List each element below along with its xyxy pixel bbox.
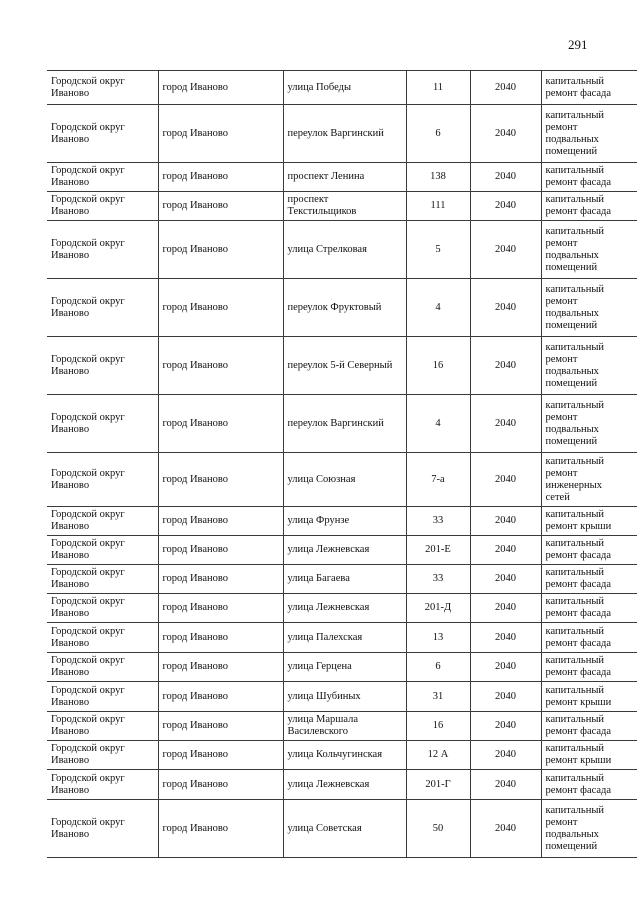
house-number-cell: 201-Е bbox=[406, 536, 470, 565]
municipality-cell: Городской округ Иваново bbox=[47, 507, 158, 536]
work-type-cell: капитальный ремонт подвальных помещений bbox=[541, 395, 637, 453]
city-cell: город Иваново bbox=[158, 221, 283, 279]
page-number: 291 bbox=[568, 37, 588, 52]
street-cell: улица Лежневская bbox=[283, 536, 406, 565]
year-cell: 2040 bbox=[470, 565, 541, 594]
city-cell: город Иваново bbox=[158, 770, 283, 800]
house-number-cell: 6 bbox=[406, 653, 470, 682]
street-cell: улица Советская bbox=[283, 800, 406, 858]
year-cell: 2040 bbox=[470, 623, 541, 653]
year-cell: 2040 bbox=[470, 192, 541, 221]
municipality-cell: Городской округ Иваново bbox=[47, 682, 158, 712]
work-type-cell: капитальный ремонт подвальных помещений bbox=[541, 800, 637, 858]
street-cell: улица Шубиных bbox=[283, 682, 406, 712]
work-type-cell: капитальный ремонт фасада bbox=[541, 770, 637, 800]
city-cell: город Иваново bbox=[158, 594, 283, 623]
year-cell: 2040 bbox=[470, 653, 541, 682]
street-cell: проспект Текстильщиков bbox=[283, 192, 406, 221]
house-number-cell: 201-Г bbox=[406, 770, 470, 800]
year-cell: 2040 bbox=[470, 279, 541, 337]
year-cell: 2040 bbox=[470, 770, 541, 800]
city-cell: город Иваново bbox=[158, 712, 283, 741]
house-number-cell: 111 bbox=[406, 192, 470, 221]
work-type-cell: капитальный ремонт крыши bbox=[541, 741, 637, 770]
table-row bbox=[47, 741, 637, 770]
table-row bbox=[47, 800, 637, 858]
table-row bbox=[47, 105, 637, 163]
street-cell: улица Лежневская bbox=[283, 594, 406, 623]
street-cell: улица Маршала Василевского bbox=[283, 712, 406, 741]
city-cell: город Иваново bbox=[158, 536, 283, 565]
street-cell: проспект Ленина bbox=[283, 163, 406, 192]
municipality-cell: Городской округ Иваново bbox=[47, 163, 158, 192]
municipality-cell: Городской округ Иваново bbox=[47, 653, 158, 682]
municipality-cell: Городской округ Иваново bbox=[47, 221, 158, 279]
work-type-cell: капитальный ремонт подвальных помещений bbox=[541, 337, 637, 395]
work-type-cell: капитальный ремонт фасада bbox=[541, 565, 637, 594]
municipality-cell: Городской округ Иваново bbox=[47, 395, 158, 453]
work-type-cell: капитальный ремонт фасада bbox=[541, 163, 637, 192]
house-number-cell: 5 bbox=[406, 221, 470, 279]
table-row bbox=[47, 453, 637, 507]
year-cell: 2040 bbox=[470, 105, 541, 163]
municipality-cell: Городской округ Иваново bbox=[47, 594, 158, 623]
city-cell: город Иваново bbox=[158, 71, 283, 105]
municipality-cell: Городской округ Иваново bbox=[47, 565, 158, 594]
city-cell: город Иваново bbox=[158, 507, 283, 536]
year-cell: 2040 bbox=[470, 395, 541, 453]
city-cell: город Иваново bbox=[158, 395, 283, 453]
table-row bbox=[47, 536, 637, 565]
house-number-cell: 16 bbox=[406, 712, 470, 741]
city-cell: город Иваново bbox=[158, 163, 283, 192]
table-row bbox=[47, 279, 637, 337]
table-row bbox=[47, 565, 637, 594]
housing-repair-table bbox=[47, 70, 637, 858]
year-cell: 2040 bbox=[470, 594, 541, 623]
city-cell: город Иваново bbox=[158, 741, 283, 770]
table-row bbox=[47, 507, 637, 536]
house-number-cell: 6 bbox=[406, 105, 470, 163]
municipality-cell: Городской округ Иваново bbox=[47, 770, 158, 800]
house-number-cell: 12 А bbox=[406, 741, 470, 770]
municipality-cell: Городской округ Иваново bbox=[47, 800, 158, 858]
year-cell: 2040 bbox=[470, 712, 541, 741]
year-cell: 2040 bbox=[470, 453, 541, 507]
house-number-cell: 50 bbox=[406, 800, 470, 858]
work-type-cell: капитальный ремонт подвальных помещений bbox=[541, 105, 637, 163]
work-type-cell: капитальный ремонт крыши bbox=[541, 682, 637, 712]
house-number-cell: 13 bbox=[406, 623, 470, 653]
municipality-cell: Городской округ Иваново bbox=[47, 105, 158, 163]
table-row bbox=[47, 594, 637, 623]
year-cell: 2040 bbox=[470, 337, 541, 395]
work-type-cell: капитальный ремонт фасада bbox=[541, 192, 637, 221]
table-row bbox=[47, 395, 637, 453]
work-type-cell: капитальный ремонт фасада bbox=[541, 653, 637, 682]
table-row bbox=[47, 71, 637, 105]
table-row bbox=[47, 712, 637, 741]
city-cell: город Иваново bbox=[158, 453, 283, 507]
year-cell: 2040 bbox=[470, 682, 541, 712]
street-cell: улица Багаева bbox=[283, 565, 406, 594]
street-cell: улица Стрелковая bbox=[283, 221, 406, 279]
work-type-cell: капитальный ремонт крыши bbox=[541, 507, 637, 536]
municipality-cell: Городской округ Иваново bbox=[47, 192, 158, 221]
street-cell: переулок Варгинский bbox=[283, 395, 406, 453]
house-number-cell: 4 bbox=[406, 395, 470, 453]
city-cell: город Иваново bbox=[158, 565, 283, 594]
work-type-cell: капитальный ремонт фасада bbox=[541, 623, 637, 653]
street-cell: переулок Варгинский bbox=[283, 105, 406, 163]
city-cell: город Иваново bbox=[158, 337, 283, 395]
city-cell: город Иваново bbox=[158, 279, 283, 337]
municipality-cell: Городской округ Иваново bbox=[47, 453, 158, 507]
table-row bbox=[47, 682, 637, 712]
table-row bbox=[47, 221, 637, 279]
street-cell: улица Герцена bbox=[283, 653, 406, 682]
street-cell: переулок 5-й Северный bbox=[283, 337, 406, 395]
municipality-cell: Городской округ Иваново bbox=[47, 741, 158, 770]
municipality-cell: Городской округ Иваново bbox=[47, 712, 158, 741]
work-type-cell: капитальный ремонт фасада bbox=[541, 712, 637, 741]
street-cell: переулок Фруктовый bbox=[283, 279, 406, 337]
work-type-cell: капитальный ремонт инженерных сетей bbox=[541, 453, 637, 507]
work-type-cell: капитальный ремонт фасада bbox=[541, 536, 637, 565]
house-number-cell: 33 bbox=[406, 507, 470, 536]
house-number-cell: 11 bbox=[406, 71, 470, 105]
year-cell: 2040 bbox=[470, 221, 541, 279]
year-cell: 2040 bbox=[470, 507, 541, 536]
table-row bbox=[47, 337, 637, 395]
house-number-cell: 4 bbox=[406, 279, 470, 337]
year-cell: 2040 bbox=[470, 536, 541, 565]
municipality-cell: Городской округ Иваново bbox=[47, 71, 158, 105]
year-cell: 2040 bbox=[470, 71, 541, 105]
city-cell: город Иваново bbox=[158, 653, 283, 682]
house-number-cell: 16 bbox=[406, 337, 470, 395]
house-number-cell: 7-а bbox=[406, 453, 470, 507]
municipality-cell: Городской округ Иваново bbox=[47, 623, 158, 653]
year-cell: 2040 bbox=[470, 800, 541, 858]
city-cell: город Иваново bbox=[158, 800, 283, 858]
municipality-cell: Городской округ Иваново bbox=[47, 279, 158, 337]
municipality-cell: Городской округ Иваново bbox=[47, 337, 158, 395]
table-row bbox=[47, 653, 637, 682]
city-cell: город Иваново bbox=[158, 105, 283, 163]
work-type-cell: капитальный ремонт фасада bbox=[541, 594, 637, 623]
year-cell: 2040 bbox=[470, 163, 541, 192]
house-number-cell: 138 bbox=[406, 163, 470, 192]
street-cell: улица Фрунзе bbox=[283, 507, 406, 536]
house-number-cell: 201-Д bbox=[406, 594, 470, 623]
table-row bbox=[47, 623, 637, 653]
street-cell: улица Палехская bbox=[283, 623, 406, 653]
street-cell: улица Лежневская bbox=[283, 770, 406, 800]
street-cell: улица Союзная bbox=[283, 453, 406, 507]
house-number-cell: 33 bbox=[406, 565, 470, 594]
work-type-cell: капитальный ремонт фасада bbox=[541, 71, 637, 105]
table-row bbox=[47, 192, 637, 221]
work-type-cell: капитальный ремонт подвальных помещений bbox=[541, 221, 637, 279]
city-cell: город Иваново bbox=[158, 623, 283, 653]
city-cell: город Иваново bbox=[158, 682, 283, 712]
table-row bbox=[47, 770, 637, 800]
street-cell: улица Победы bbox=[283, 71, 406, 105]
city-cell: город Иваново bbox=[158, 192, 283, 221]
street-cell: улица Кольчугинская bbox=[283, 741, 406, 770]
work-type-cell: капитальный ремонт подвальных помещений bbox=[541, 279, 637, 337]
house-number-cell: 31 bbox=[406, 682, 470, 712]
year-cell: 2040 bbox=[470, 741, 541, 770]
municipality-cell: Городской округ Иваново bbox=[47, 536, 158, 565]
table-row bbox=[47, 163, 637, 192]
